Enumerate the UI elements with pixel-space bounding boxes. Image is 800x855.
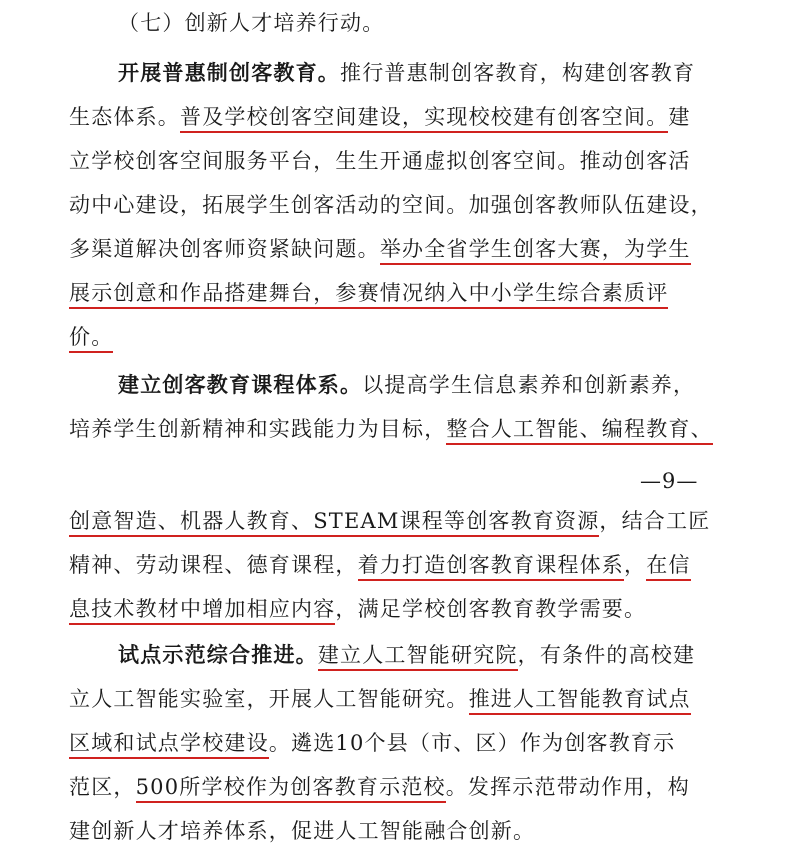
para1-line7 bbox=[69, 322, 113, 352]
para1-line5: 多渠道解决创客师资紧缺问题。举办全省学生创客大赛，为学生 bbox=[69, 234, 691, 264]
para2-line2: 培养学生创新精神和实践能力为目标，整合人工智能、编程教育、 bbox=[69, 414, 713, 444]
para3-line1: 试点示范综合推进。建立人工智能研究院，有条件的高校建 bbox=[118, 640, 695, 670]
para3-title: 试点示范综合推进。 bbox=[118, 642, 318, 667]
para1-title: 开展普惠制创客教育。 bbox=[118, 60, 340, 85]
para2-line3: 创意智造、机器人教育、STEAM课程等创客教育资源，结合工匠 bbox=[69, 506, 710, 536]
underlined-text: 推进人工智能教育试点 bbox=[469, 687, 691, 715]
para2-title: 建立创客教育课程体系。 bbox=[118, 372, 363, 397]
underlined-text: 着力打造创客教育课程体系 bbox=[358, 553, 624, 581]
para2-line5: 息技术教材中增加相应内容，满足学校创客教育教学需要。 bbox=[69, 594, 646, 624]
para3-line2: 立人工智能实验室，开展人工智能研究。推进人工智能教育试点 bbox=[69, 684, 691, 714]
underlined-text: 价。 bbox=[69, 325, 113, 353]
para3-line4: 范区，500所学校作为创客教育示范校。发挥示范带动作用，构 bbox=[69, 772, 690, 802]
underlined-text: 展示创意和作品搭建舞台，参赛情况纳入中小学生综合素质评 bbox=[69, 281, 668, 309]
section-heading: （七）创新人才培养行动。 bbox=[118, 11, 385, 35]
underlined-text: 在信 bbox=[646, 553, 690, 581]
underlined-text: 创意智造、机器人教育、STEAM课程等创客教育资源 bbox=[69, 509, 599, 537]
para1-line1: 开展普惠制创客教育。推行普惠制创客教育，构建创客教育 bbox=[118, 60, 696, 85]
para1-line4: 动中心建设，拓展学生创客活动的空间。加强创客教师队伍建设， bbox=[69, 193, 713, 217]
para1-line6 bbox=[69, 278, 668, 308]
underlined-text: 普及学校创客空间建设，实现校校建有创客空间。 bbox=[180, 105, 668, 133]
underlined-text: 举办全省学生创客大赛，为学生 bbox=[380, 237, 691, 265]
para3-line5: 建创新人才培养体系，促进人工智能融合创新。 bbox=[69, 819, 536, 843]
underlined-text: 500所学校作为创客教育示范校 bbox=[136, 775, 446, 803]
para1-line2: 生态体系。普及学校创客空间建设，实现校校建有创客空间。建 bbox=[69, 102, 691, 132]
underlined-text: 建立人工智能研究院 bbox=[318, 643, 518, 671]
underlined-text: 整合人工智能、编程教育、 bbox=[446, 417, 712, 445]
page-number: —9— bbox=[640, 469, 699, 493]
para2-line1: 建立创客教育课程体系。以提高学生信息素养和创新素养， bbox=[118, 372, 696, 397]
underlined-text: 息技术教材中增加相应内容 bbox=[69, 597, 335, 625]
para1-line3: 立学校创客空间服务平台，生生开通虚拟创客空间。推动创客活 bbox=[69, 149, 691, 173]
para3-line3: 区域和试点学校建设。遴选10个县（市、区）作为创客教育示 bbox=[69, 728, 675, 758]
para2-line4: 精神、劳动课程、德育课程，着力打造创客教育课程体系，在信 bbox=[69, 550, 691, 580]
underlined-text: 区域和试点学校建设 bbox=[69, 731, 269, 759]
